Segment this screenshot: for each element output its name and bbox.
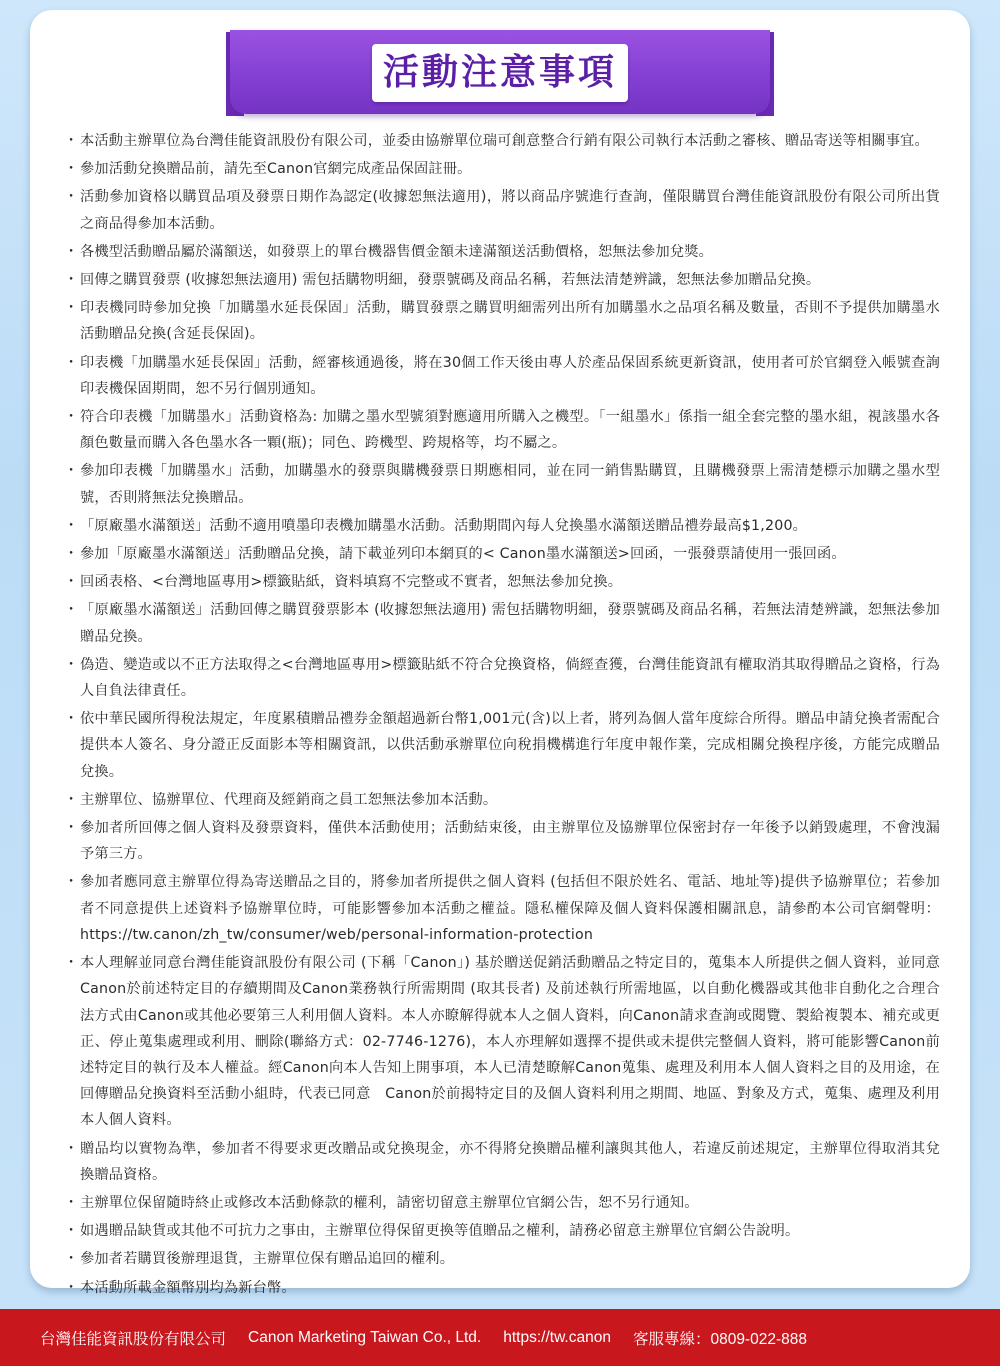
notice-item — [60, 1136, 940, 1188]
bullet-icon: ・ — [64, 133, 79, 149]
notice-text: 參加者所回傳之個人資料及發票資料，僅供本活動使用；活動結束後，由主辦單位及協辦單位保密封存一年後予以銷毀處理，不會洩漏予第三方。 — [80, 820, 940, 863]
bullet-icon: ・ — [64, 1140, 79, 1157]
notice-item — [60, 787, 940, 813]
bullet-icon: ・ — [64, 354, 79, 371]
notice-text: 符合印表機「加購墨水」活動資格為: 加購之墨水型號須對應適用所購入之機型。「一組墨水」係指一組全套完整的墨水組，視該墨水各顏色數量而購入各色墨水各一顆(瓶)；同色、跨機型、跨規格等，均不屬之。 — [80, 409, 940, 452]
notice-text: 印表機同時參加兌換「加購墨水延長保固」活動，購買發票之購買明細需列出所有加購墨水之品項名稱及數量，否則不予提供加購墨水活動贈品兌換(含延長保固)。 — [80, 300, 940, 343]
bullet-icon: ・ — [64, 820, 79, 837]
bullet-icon: ・ — [64, 791, 79, 808]
footer-website-link[interactable]: https://tw.canon — [503, 1328, 611, 1346]
notice-text: 依中華民國所得稅法規定，年度累積贈品禮券金額超過新台幣1,001元(含)以上者，將列為個人當年度綜合所得。贈品申請兌換者需配合提供本人簽名、身分證正反面影本等相關資訊，以供活動承辦單位向稅捐機構進行年度申報作業，完成相關兌換程序後，方能完成贈品兌換。 — [80, 711, 940, 780]
notice-text: 回傳之購買發票 (收據恕無法適用) 需包括購物明細，發票號碼及商品名稱，若無法清楚辨識，恕無法參加贈品兌換。 — [80, 272, 821, 289]
notice-item — [60, 869, 940, 948]
bullet-icon: ・ — [64, 1251, 79, 1268]
notice-text: 參加者若購買後辦理退貨，主辦單位保有贈品追回的權利。 — [80, 1251, 455, 1268]
notice-item — [60, 569, 940, 595]
notice-text: 偽造、變造或以不正方法取得之<台灣地區專用>標籤貼紙不符合兌換資格，倘經查獲，台灣佳能資訊有權取消其取得贈品之資格，行為人自負法律責任。 — [80, 656, 940, 700]
bullet-icon: ・ — [64, 1279, 79, 1296]
notice-item — [60, 156, 940, 182]
notice-item — [60, 597, 940, 649]
notice-item — [60, 513, 940, 539]
notice-list — [60, 128, 940, 1303]
bullet-icon: ・ — [64, 272, 79, 289]
notice-text: 「原廠墨水滿額送」活動回傳之購買發票影本 (收據恕無法適用) 需包括購物明細，發票號碼及商品名稱，若無法清楚辨識，恕無法參加贈品兌換。 — [80, 602, 940, 645]
bullet-icon: ・ — [64, 517, 79, 534]
notice-item — [60, 1246, 940, 1272]
bullet-icon: ・ — [64, 656, 79, 673]
notice-text: 主辦單位、協辦單位、代理商及經銷商之員工恕無法參加本活動。 — [80, 791, 498, 808]
notice-text: 本活動主辦單位為台灣佳能資訊股份有限公司，並委由協辦單位瑞可創意整合行銷有限公司執行本活動之審核、贈品寄送等相關事宜。 — [80, 133, 929, 149]
notice-text: 本活動所載金額幣別均為新台幣。 — [80, 1279, 296, 1296]
notice-text: 主辦單位保留隨時終止或修改本活動條款的權利，請密切留意主辦單位官網公告，恕不另行通知。 — [80, 1194, 699, 1211]
notice-item — [60, 128, 940, 154]
page-title: 活動注意事項 — [382, 52, 617, 93]
notice-item — [60, 1218, 940, 1244]
bullet-icon: ・ — [64, 574, 79, 591]
notice-text: 活動參加資格以購買品項及發票日期作為認定(收據恕無法適用)，將以商品序號進行查詢，僅限購買台灣佳能資訊股份有限公司所出貨之商品得參加本活動。 — [80, 189, 940, 232]
bullet-icon: ・ — [64, 161, 79, 178]
notice-item — [60, 541, 940, 567]
notice-item — [60, 239, 940, 265]
bullet-icon: ・ — [64, 1194, 79, 1211]
bullet-icon: ・ — [64, 189, 79, 206]
notice-text: 如遇贈品缺貨或其他不可抗力之事由，主辦單位得保留更換等值贈品之權利，請務必留意主辦單位官網公告說明。 — [80, 1223, 800, 1240]
notice-text: 參加「原廠墨水滿額送」活動贈品兌換，請下載並列印本網頁的< Canon墨水滿額送>回函，一張發票請使用一張回函。 — [80, 546, 846, 563]
notice-item — [60, 815, 940, 867]
notice-text: 「原廠墨水滿額送」活動不適用噴墨印表機加購墨水活動。活動期間內每人兌換墨水滿額送贈品禮券最高$1,200。 — [80, 517, 808, 534]
notice-item — [60, 1190, 940, 1216]
bullet-icon: ・ — [64, 546, 79, 563]
bullet-icon: ・ — [64, 300, 79, 317]
bullet-icon: ・ — [64, 1223, 79, 1240]
notice-item — [60, 1275, 940, 1301]
bullet-icon: ・ — [64, 243, 79, 260]
notice-item — [60, 458, 940, 510]
bullet-icon: ・ — [64, 874, 79, 891]
notice-item — [60, 706, 940, 785]
footer-company-zh: 台灣佳能資訊股份有限公司 — [40, 1330, 227, 1348]
notice-text: 參加者應同意主辦單位得為寄送贈品之目的，將參加者所提供之個人資料 (包括但不限於姓名、電話、地址等)提供予協辦單位；若參加者不同意提供上述資料予協辦單位時，可能影響參加本活動之權益。隱私權保障及個人資料保護相關訊息，請參酌本公司官網聲明：https://tw.canon/zh_tw/consumer/web/personal-information-protection — [80, 874, 940, 943]
notice-item — [60, 295, 940, 347]
notice-text: 參加活動兌換贈品前，請先至Canon官網完成產品保固註冊。 — [80, 161, 472, 178]
footer-company-en: Canon Marketing Taiwan Co., Ltd. — [248, 1328, 482, 1346]
notice-text: 參加印表機「加購墨水」活動，加購墨水的發票與購機發票日期應相同，並在同一銷售點購買，且購機發票上需清楚標示加購之墨水型號，否則將無法兌換贈品。 — [80, 463, 940, 506]
notice-item — [60, 267, 940, 293]
notice-text: 印表機「加購墨水延長保固」活動，經審核通過後，將在30個工作天後由專人於產品保固系統更新資訊，使用者可於官網登入帳號查詢印表機保固期間，恕不另行個別通知。 — [80, 354, 940, 397]
bullet-icon: ・ — [64, 463, 79, 480]
notice-item — [60, 350, 940, 402]
footer-hotline: 客服專線：0809-022-888 — [632, 1330, 807, 1348]
notice-text: 回函表格、<台灣地區專用>標籤貼紙，資料填寫不完整或不實者，恕無法參加兌換。 — [80, 574, 623, 591]
bullet-icon: ・ — [64, 602, 79, 619]
notice-text: 贈品均以實物為準，參加者不得要求更改贈品或兌換現金，亦不得將兌換贈品權利讓與其他人，若違反前述規定，主辦單位得取消其兌換贈品資格。 — [80, 1140, 940, 1183]
notice-item — [60, 184, 940, 236]
notice-item — [60, 652, 940, 704]
notice-item — [60, 404, 940, 456]
notice-item — [60, 950, 940, 1133]
notice-text: 各機型活動贈品屬於滿額送，如發票上的單台機器售價金額未達滿額送活動價格，恕無法參加兌獎。 — [80, 243, 714, 260]
notice-text: 本人理解並同意台灣佳能資訊股份有限公司 (下稱「Canon」) 基於贈送促銷活動贈品之特定目的，蒐集本人所提供之個人資料，並同意Canon於前述特定目的存續期間及Canon業務執行所需期間 (取其長者) 及前述執行所需地區，以自動化機器或其他非自動化之合理合法方式由Canon或其他必要第三人利用個人資料。本人亦瞭解得就本人之個人資料，向Canon請求查詢或閱覽、製給複製本、補充或更正、停止蒐集處理或利用、刪除(聯絡方式：02-7746-1276)，本人亦理解如選擇不提供或未提供完整個人資料，將可能影響Canon前述特定目的執行及本人權益。經Canon向本人告知上開事項，本人已清楚瞭解Canon蒐集、處理及利用本人個人資料之目的及用途，在回傳贈品兌換資料至活動小組時，代表已同意 Canon於前揭特定目的及個人資料利用之期間、地區、對象及方式，蒐集、處理及利用本人個人資料。 — [80, 955, 940, 1129]
footer-bar — [0, 1309, 1000, 1366]
bullet-icon: ・ — [64, 711, 79, 728]
bullet-icon: ・ — [64, 409, 79, 426]
bullet-icon: ・ — [64, 955, 79, 972]
